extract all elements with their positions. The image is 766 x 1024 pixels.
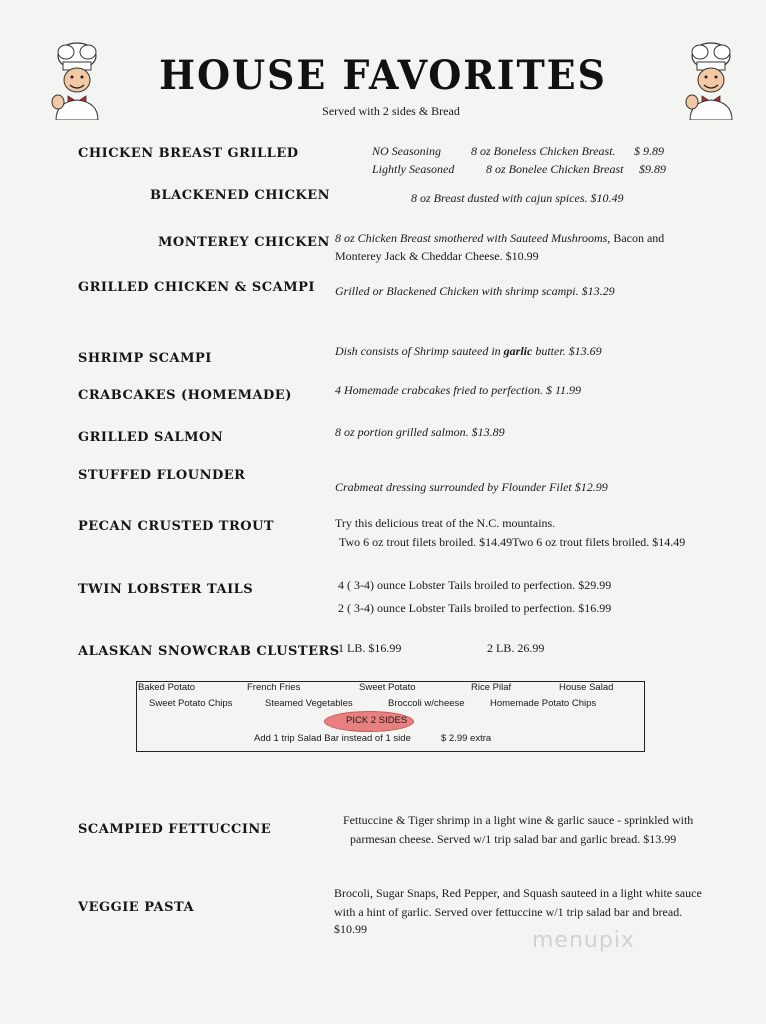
chicken-option-2-price: $9.89 bbox=[639, 162, 666, 176]
side-baked-potato: Baked Potato bbox=[138, 682, 196, 693]
chicken-option-2-desc: 8 oz Bonelee Chicken Breast bbox=[486, 162, 624, 176]
item-name-monterey-chicken: MONTEREY CHICKEN bbox=[158, 235, 330, 250]
page-subtitle: Served with 2 sides & Bread bbox=[322, 104, 460, 118]
item-name-chicken-scampi: GRILLED CHICKEN & SCAMPI bbox=[78, 280, 315, 295]
item-name-fettuccine: SCAMPIED FETTUCCINE bbox=[78, 822, 272, 837]
item-name-blackened-chicken: BLACKENED CHICKEN bbox=[150, 188, 331, 203]
item-desc-veggie-line2: with a hint of garlic. Served over fettuccine w/1 trip salad bar and bread. bbox=[334, 905, 683, 919]
chicken-option-1-label: NO Seasoning bbox=[372, 144, 441, 158]
page-title: HOUSE FAVORITES bbox=[159, 52, 607, 99]
side-sweet-potato: Sweet Potato bbox=[359, 682, 416, 693]
item-name-crabcakes: CRABCAKES (HOMEMADE) bbox=[78, 388, 292, 403]
item-desc-monterey-line2: Monterey Jack & Cheddar Cheese. $10.99 bbox=[335, 249, 539, 263]
item-desc-trout-line1: Try this delicious treat of the N.C. mountains. bbox=[335, 516, 556, 530]
salad-bar-note: Add 1 trip Salad Bar instead of 1 side bbox=[254, 733, 411, 744]
monterey-desc-italic: 8 oz Chicken Breast smothered with Sauteed Mushrooms, bbox=[335, 231, 611, 245]
item-desc-lobster-line1: 4 ( 3-4) ounce Lobster Tails broiled to perfection. $29.99 bbox=[338, 578, 612, 592]
item-name-chicken-breast: CHICKEN BREAST GRILLED bbox=[78, 146, 299, 161]
side-sweet-potato-chips: Sweet Potato Chips bbox=[149, 698, 233, 709]
item-desc-chicken-scampi: Grilled or Blackened Chicken with shrimp scampi. $13.29 bbox=[335, 284, 615, 298]
pick-2-sides-label: PICK 2 SIDES bbox=[346, 715, 408, 726]
item-name-shrimp-scampi: SHRIMP SCAMPI bbox=[78, 351, 212, 366]
item-desc-fettuccine-line2: parmesan cheese. Served w/1 trip salad bar and garlic bread. $13.99 bbox=[350, 832, 677, 846]
item-desc-monterey-line1 bbox=[335, 231, 664, 246]
item-desc-salmon: 8 oz portion grilled salmon. $13.89 bbox=[335, 425, 505, 439]
side-homemade-chips: Homemade Potato Chips bbox=[490, 698, 597, 709]
shrimp-desc-post: butter. $13.69 bbox=[532, 344, 602, 358]
item-name-flounder: STUFFED FLOUNDER bbox=[78, 468, 246, 483]
shrimp-desc-bold: garlic bbox=[503, 344, 533, 358]
side-steamed-vegetables: Steamed Vegetables bbox=[265, 698, 353, 709]
chicken-option-1-price: $ 9.89 bbox=[634, 144, 664, 158]
item-desc-shrimp-scampi bbox=[335, 344, 602, 359]
item-name-trout: PECAN CRUSTED TROUT bbox=[78, 519, 275, 534]
item-name-salmon: GRILLED SALMON bbox=[78, 430, 224, 445]
monterey-desc-rest: Bacon and bbox=[610, 231, 665, 245]
item-desc-trout-line2: Two 6 oz trout filets broiled. $14.49Two 6 oz trout filets broiled. $14.49 bbox=[339, 535, 686, 549]
item-desc-flounder: Crabmeat dressing surrounded by Flounder Filet $12.99 bbox=[335, 480, 608, 494]
side-broccoli: Broccoli w/cheese bbox=[388, 698, 465, 709]
item-name-lobster: TWIN LOBSTER TAILS bbox=[78, 582, 254, 597]
chicken-option-2-label: Lightly Seasoned bbox=[372, 162, 455, 176]
item-desc-veggie-line1: Brocoli, Sugar Snaps, Red Pepper, and Squash sauteed in a light white sauce bbox=[334, 886, 702, 900]
chicken-option-1-desc: 8 oz Boneless Chicken Breast. bbox=[471, 144, 616, 158]
item-desc-lobster-line2: 2 ( 3-4) ounce Lobster Tails broiled to perfection. $16.99 bbox=[338, 601, 612, 615]
item-desc-crabcakes: 4 Homemade crabcakes fried to perfection. $ 11.99 bbox=[335, 383, 582, 397]
shrimp-desc-pre: Dish consists of Shrimp sauteed in bbox=[335, 344, 504, 358]
item-desc-blackened-chicken: 8 oz Breast dusted with cajun spices. $10.49 bbox=[411, 191, 624, 205]
snowcrab-option-2: 2 LB. 26.99 bbox=[487, 641, 545, 655]
sides-box bbox=[136, 681, 645, 752]
item-name-snowcrab: ALASKAN SNOWCRAB CLUSTERS bbox=[78, 644, 340, 659]
item-desc-fettuccine-line1: Fettuccine & Tiger shrimp in a light wine & garlic sauce - sprinkled with bbox=[343, 813, 694, 827]
item-desc-veggie-line3: $10.99 bbox=[334, 922, 367, 936]
snowcrab-option-1: 1 LB. $16.99 bbox=[338, 641, 402, 655]
salad-bar-price: $ 2.99 extra bbox=[441, 733, 492, 744]
side-french-fries: French Fries bbox=[247, 682, 301, 693]
watermark: menupix bbox=[532, 928, 635, 953]
item-name-veggie-pasta: VEGGIE PASTA bbox=[78, 900, 195, 915]
side-rice-pilaf: Rice Pilaf bbox=[471, 682, 512, 693]
side-house-salad: House Salad bbox=[559, 682, 614, 693]
